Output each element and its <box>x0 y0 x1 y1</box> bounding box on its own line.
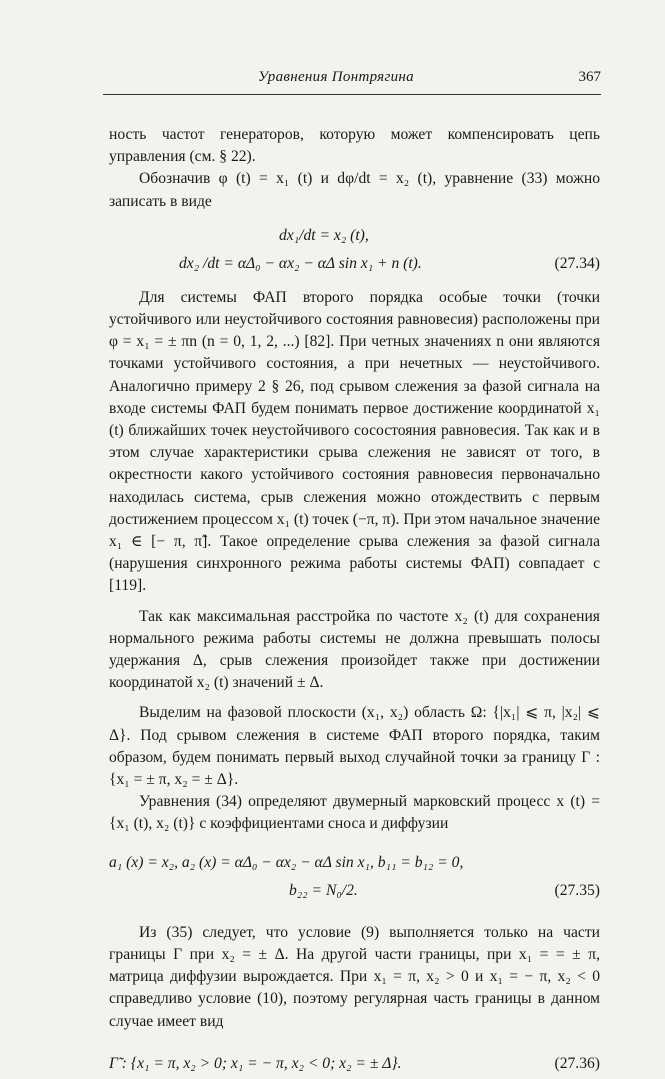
body-text <box>109 124 600 1079</box>
equation-27-35-line-2: b₂₂ = N₀/2. <box>289 881 358 899</box>
running-head-title: Уравнения Понтрягина <box>258 69 414 85</box>
equation-number-27-34: (27.34) <box>554 254 600 272</box>
paragraph-6: Уравнения (34) определяют двумерный марковский процесс x (t) = {x₁ (t), x₂ (t)} с коэффициентами сноса и диффузии <box>109 793 600 833</box>
equation-number-27-35: (27.35) <box>554 881 600 899</box>
equation-27-34-line-1: dx₁/dt = x₂ (t), <box>279 226 369 244</box>
page-number: 367 <box>578 69 601 85</box>
equation-27-34 <box>109 225 600 277</box>
equation-27-36 <box>109 1053 600 1079</box>
equation-27-34-line-2: dx₂ /dt = αΔ₀ − αx₂ − αΔ sin x₁ + n (t). <box>179 254 422 272</box>
equation-number-27-36: (27.36) <box>554 1054 600 1072</box>
equation-27-35-line-1: a₁ (x) = x₂, a₂ (x) = αΔ₀ − αx₂ − αΔ sin x₁, b₁₁ = b₁₂ = 0, <box>109 853 464 871</box>
paragraph-7: Из (35) следует, что условие (9) выполняется только на части границы Γ при x₂ = ± Δ. На другой части границы, при x₁ = = ± π, матрица диффузии вырождается. При x₁ = π, x₂ > 0 и x₁ = − π, x₂ < 0 справедливо условие (10), поэтому регулярная часть границы в данном случае имеет вид <box>109 923 600 1030</box>
paragraph-5: Выделим на фазовой плоскости (x₁, x₂) область Ω: {|x₁| ⩽ π, |x₂| ⩽ Δ}. Под срывом слежения в системе ФАП второго порядка, таким образом, будем понимать первый выход случайной точки за границу Γ : {x₁ = ± π, x₂ = ± Δ}. <box>109 704 600 789</box>
paragraph-1: ность частот генераторов, которую может компенсировать цепь управления (см. § 22). <box>109 126 600 166</box>
equation-27-36-line: Γ̃ : {x₁ = π, x₂ > 0; x₁ = − π, x₂ < 0; x₂ = ± Δ}. <box>109 1054 402 1072</box>
running-head <box>103 62 601 86</box>
paragraph-3: Для системы ФАП второго порядка особые точки (точки устойчивого или неустойчивого состояния равновесия) расположены при φ = x₁ = ± πn (n = 0, 1, 2, ...) [82]. При четных значениях n они являются точками устойчивого состояния, а при нечетных — неустойчивого. Аналогично примеру 2 § 26, под срывом слежения за фазой сигнала на входе системы ФАП будем понимать первое достижение координатой x₁ (t) ближайших точек неустойчивого сосостояния равновесия. Так как и в этом случае характеристики срыва слежения не зависят от того, в окрестности какого устойчивого состояния равновесия первоначально находилась система, срыв слежения можно отождествить с первым достижением процессом x₁ (t) точек (−π, π). При этом начальное значение x₁ ∈ [− π, π̃]. Такое определение срыва слежения за фазой сигнала (нарушения синхронного режима работы системы ФАП) совпадает с [119]. <box>109 288 600 595</box>
paragraph-4: Так как максимальная расстройка по частоте x₂ (t) для сохранения нормального режима работы системы не должна превышать полосы удержания Δ, срыв слежения произойдет также при достижении координатой x₂ (t) значений ± Δ. <box>109 607 600 692</box>
equation-27-35 <box>109 852 600 904</box>
paragraph-2: Обозначив φ (t) = x₁ (t) и dφ/dt = x₂ (t), уравнение (33) можно записать в виде <box>109 170 600 210</box>
header-rule <box>103 94 601 95</box>
